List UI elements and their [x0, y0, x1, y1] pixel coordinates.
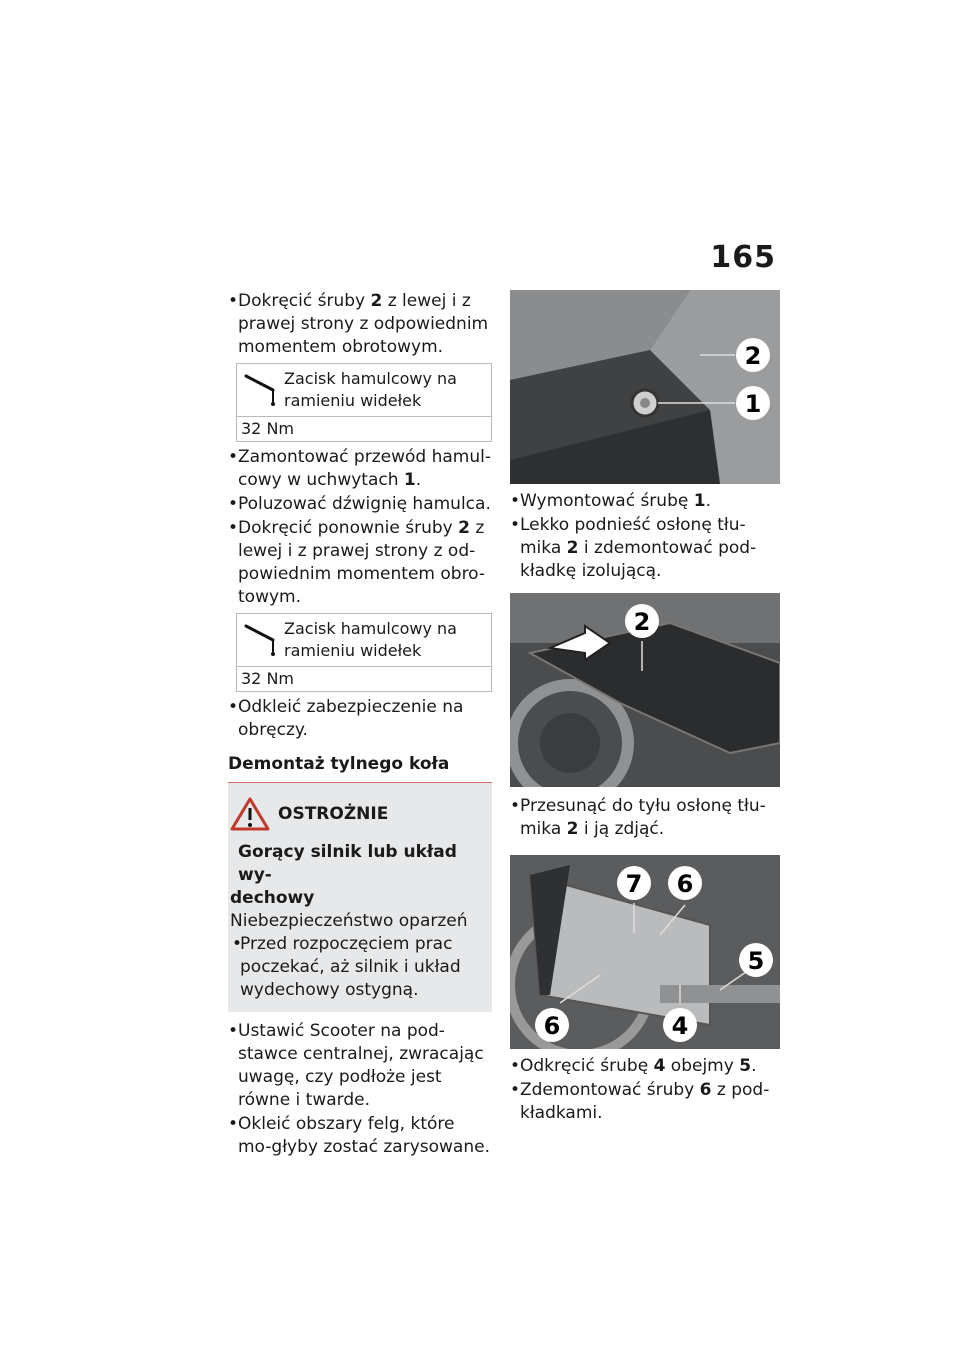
callout-2: 2: [744, 342, 762, 370]
photo-muffler-cover: [510, 593, 780, 787]
photo-muffler-clamp: [510, 855, 780, 1049]
bullet-icon: •: [510, 1080, 521, 1100]
warning-action: • Przed rozpoczęciem prac poczekać, aż silnik i układ wydechowy ostygną.: [232, 934, 461, 1000]
callout-1: 1: [744, 390, 762, 418]
spec-value: 32 Nm: [241, 669, 294, 688]
callout-7: 7: [625, 870, 643, 898]
callout-6: 6: [543, 1012, 561, 1040]
step-tape-rims: • Okleić obszary felg, które mo-głyby zostać zarysowane.: [228, 1114, 490, 1157]
warning-hazard: Gorący silnik lub układ wy-: [238, 842, 457, 885]
bullet-icon: •: [232, 934, 243, 954]
bullet-icon: •: [510, 1056, 521, 1076]
bullet-icon: •: [510, 796, 521, 816]
torque-wrench-icon: [243, 618, 281, 658]
bullet-icon: •: [228, 494, 239, 514]
section-title: Demontaż tylnego koła: [228, 754, 492, 783]
step-slide-muffler-cover: • Przesunąć do tyłu osłonę tłu-mika 2 i ją zdjąć.: [510, 796, 766, 839]
warning-consequence: Niebezpieczeństwo oparzeń: [230, 911, 468, 931]
step-unscrew-clamp: • Odkręcić śrubę 4 obejmy 5.: [510, 1056, 757, 1076]
bullet-icon: •: [228, 1114, 239, 1134]
callout-5: 5: [747, 947, 765, 975]
step-mount-brake-line: • Zamontować przewód hamul-cowy w uchwytach 1.: [228, 447, 491, 490]
bullet-icon: •: [228, 518, 239, 538]
bullet-icon: •: [228, 697, 239, 717]
bullet-icon: •: [228, 447, 239, 467]
spec-label: Zacisk hamulcowy na ramieniu widełek: [284, 369, 457, 410]
callout-6: 6: [676, 870, 694, 898]
step-retighten-screws: • Dokręcić ponownie śruby 2 z lewej i z prawej strony z od-powiednim momentem obro-towym.: [228, 518, 486, 607]
page-number: 165: [710, 240, 776, 275]
torque-spec-1: [236, 363, 492, 442]
step-center-stand: • Ustawić Scooter na pod-stawce centralnej, zwracając uwagę, czy podłoże jest równe i twarde.: [228, 1021, 484, 1110]
callout-2: 2: [633, 608, 651, 636]
photo-illustration: [510, 855, 780, 1049]
warning-hazard-cont: dechowy: [230, 888, 315, 908]
spec-label: Zacisk hamulcowy na ramieniu widełek: [284, 619, 457, 660]
bullet-icon: •: [510, 515, 521, 535]
bullet-icon: •: [228, 1021, 239, 1041]
bullet-icon: •: [510, 491, 521, 511]
torque-spec-2: [236, 613, 492, 692]
photo-illustration: [510, 593, 780, 787]
step-lift-muffler-cover: • Lekko podnieść osłonę tłu-mika 2 i zdemontować pod-kładkę izolującą.: [510, 515, 757, 581]
step-release-brake-lever: • Poluzować dźwignię hamulca.: [228, 494, 491, 514]
warning-triangle-icon: [230, 797, 270, 831]
spec-value: 32 Nm: [241, 419, 294, 438]
left-column: [228, 290, 492, 1160]
step-tighten-screws: • Dokręcić śruby 2 z lewej i z prawej strony z odpowiednim momentem obrotowym.: [228, 291, 489, 357]
warning-title: OSTROŻNIE: [278, 804, 389, 824]
step-remove-screw: • Wymontować śrubę 1.: [510, 491, 711, 511]
photo-illustration: [510, 290, 780, 484]
step-remove-screws-washers: • Zdemontować śruby 6 z pod-kładkami.: [510, 1080, 770, 1123]
right-column: [510, 290, 782, 1126]
step-remove-rim-protection: • Odkleić zabezpieczenie na obręczy.: [228, 697, 464, 740]
callout-4: 4: [671, 1012, 689, 1040]
torque-wrench-icon: [243, 368, 281, 408]
bullet-icon: •: [228, 291, 239, 311]
photo-screw-removal: [510, 290, 780, 484]
warning-box: [228, 783, 492, 1012]
